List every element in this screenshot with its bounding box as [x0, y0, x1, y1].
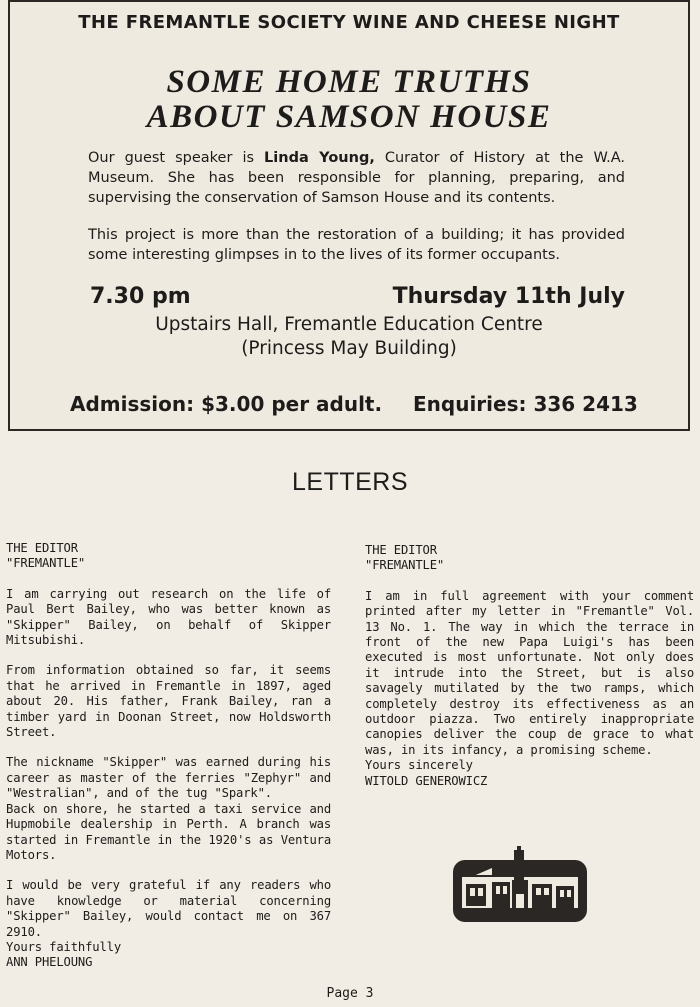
letter-right	[365, 543, 694, 789]
event-date: Thursday 11th July	[392, 284, 625, 309]
letter-address-line: THE EDITOR	[365, 543, 437, 557]
venue-line-2: (Princess May Building)	[241, 338, 457, 359]
letter-paragraph: I would be very grateful if any readers who have knowledge or material concerning "Skipper" Bailey, would contact me on 367 2910.	[6, 878, 331, 939]
letter-paragraph: I am carrying out research on the life of Paul Bert Bailey, who was better known as "Skipper" Bailey, on behalf of Skipper Mitsubishi.	[6, 586, 331, 648]
project-description: This project is more than the restoration of a building; it has provided some interesting glimpses in to the lives of its former occupants.	[88, 227, 625, 263]
letter-paragraph: I am in full agreement with your comment printed after my letter in "Fremantle" Vol. 13 No. 1. The way in which the terrace in front of the new Papa Luigi's has been executed is most unfortunate. Not only does it intrude into the Street, but is also savagely mutilated by the two ramps, which completely destroy its effectiveness as an outdoor piazza. Two entirely inappropriate canopies deliver the coup de grace to what was, in its infancy, a promising scheme.	[365, 588, 694, 757]
headline-line-1: SOME HOME TRUTHS	[166, 64, 532, 100]
letters-heading: LETTERS	[291, 468, 409, 496]
event-time: 7.30 pm	[90, 284, 191, 309]
speaker-name: Linda Young,	[264, 150, 375, 166]
event-notice-box	[8, 0, 690, 431]
admission-price: Admission: $3.00 per adult.	[70, 392, 383, 416]
society-title: THE FREMANTLE SOCIETY WINE AND CHEESE NIGHT	[78, 12, 620, 33]
letter-address-line: "FREMANTLE"	[365, 558, 445, 573]
letter-left	[6, 541, 331, 971]
letter-signoff: Yours sincerely	[365, 758, 473, 773]
letter-signature: WITOLD GENEROWICZ	[365, 773, 488, 788]
headline-line-2: ABOUT SAMSON HOUSE	[146, 99, 552, 135]
letter-address-line: THE EDITOR	[6, 541, 78, 555]
venue-line-1: Upstairs Hall, Fremantle Education Centre	[155, 314, 543, 335]
intro-before: Our guest speaker is	[88, 150, 265, 166]
letter-paragraph: Back on shore, he started a taxi service and Hupmobile dealership in Perth. A branch was started in Fremantle in the 1920's as Ventura Motors.	[6, 801, 331, 862]
letter-address-line: "FREMANTLE"	[6, 556, 86, 571]
building-logo-icon	[452, 846, 588, 924]
event-time-date	[88, 284, 625, 314]
speaker-intro	[88, 148, 625, 208]
letter-signoff: Yours faithfully	[6, 939, 121, 954]
letter-paragraph: The nickname "Skipper" was earned during his career as master of the ferries "Zephyr" and "Westralian", and of the tug "Spark".	[6, 755, 331, 801]
intro-after: Curator of History at the W.A. Museum. She has been responsible for planning, preparing, and supervising the conservation of Samson House and its contents.	[88, 150, 625, 206]
letter-signature: ANN PHELOUNG	[6, 955, 93, 970]
enquiries-phone: Enquiries: 336 2413	[413, 392, 638, 416]
page-number: Page 3	[326, 986, 374, 1001]
letter-paragraph: From information obtained so far, it seems that he arrived in Fremantle in 1897, aged about 20. His father, Frank Bailey, ran a timber yard in Doonan Street, now Holdsworth Street.	[6, 663, 331, 740]
